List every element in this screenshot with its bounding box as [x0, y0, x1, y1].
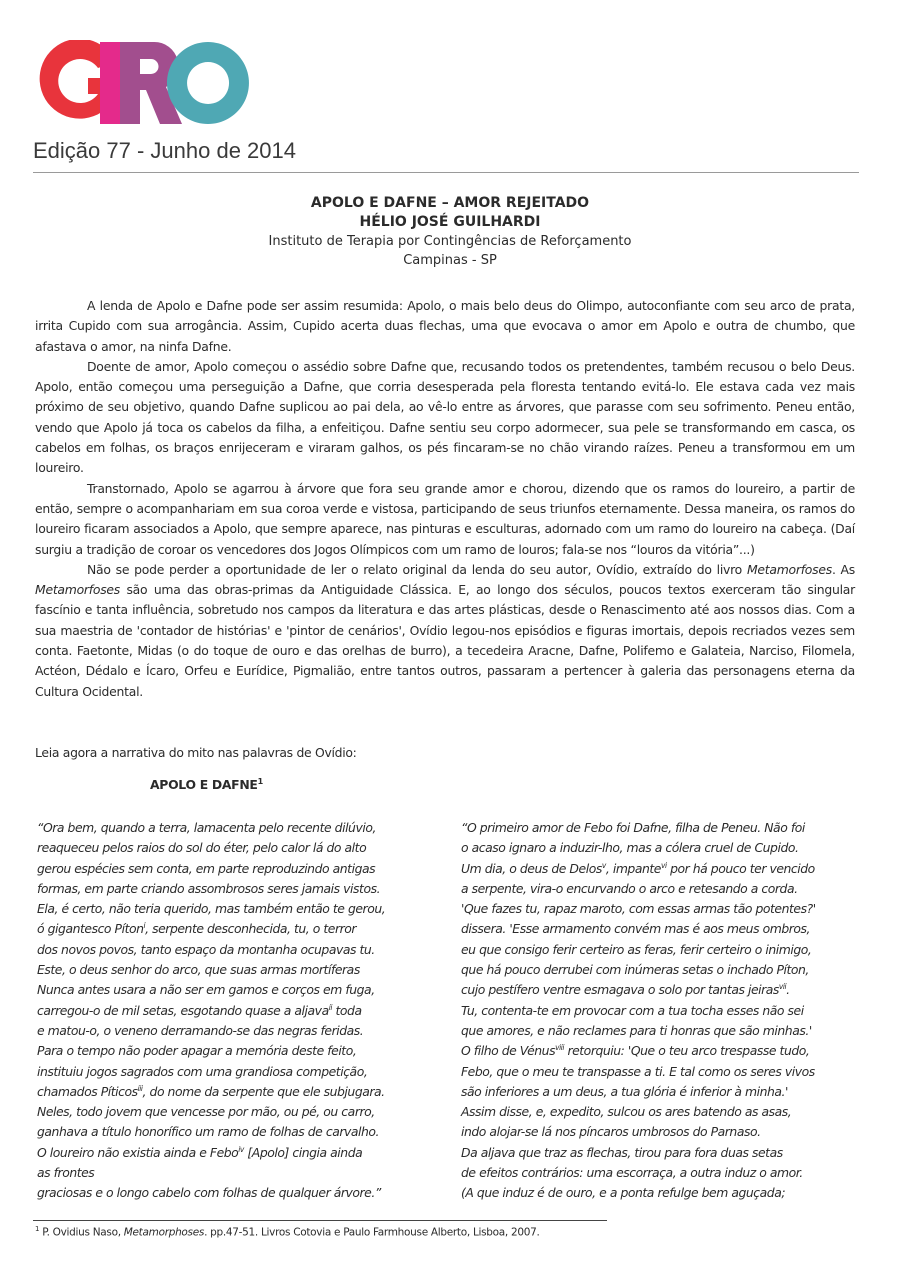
- giro-logo: [32, 40, 252, 126]
- poem-line: [37, 1021, 447, 1041]
- poem-line: [461, 1062, 876, 1082]
- text-run: são uma das obras-primas da Antiguidade Clássica. E, ao longo dos séculos, poucos textos exerceram tão singular fascínio e tanta influência, sobretudo nos campos da literatura e das artes plásticas, desde o Renascimento até aos nossos dias. Com a sua maestria de 'contador de histórias' e 'pintor de cenários', Ovídio legou-nos episódios e figuras imortais, depois recriados vezes sem conta. Faetonte, Midas (o do toque de ouro e das orelhas de burro), a tecedeira Aracne, Dafne, Polifemo e Galateia, Narciso, Filomela, Actéon, Dédalo e Ícaro, Orfeu e Eurídice, Pigmalião, entre tantos outros, passaram a pertencer à galeria das personagens eterna da Cultura Ocidental.: [35, 582, 855, 699]
- poem-text: O filho de Vénus: [461, 1043, 556, 1059]
- endnote-ref[interactable]: ii: [328, 1002, 332, 1012]
- poem-line: [461, 1102, 876, 1122]
- poem-text: Febo, que o meu te transpasse a ti. E tal como os seres vivos: [461, 1063, 815, 1079]
- poem-column-left: [37, 818, 447, 1204]
- poem-text: carregou-o de mil setas, esgotando quase a aljava: [37, 1002, 329, 1018]
- poem-line: [37, 899, 447, 919]
- poem-line: [37, 1102, 447, 1122]
- poem-text: , impante: [605, 860, 661, 876]
- poem-text: Tu, contenta-te em provocar com a tua tocha esses não sei: [461, 1002, 804, 1018]
- book-title: Metamorfoses: [35, 582, 120, 598]
- poem-line: [37, 940, 447, 960]
- poem-line: [461, 1001, 876, 1021]
- article-title: APOLO E DAFNE – AMOR REJEITADO: [310, 195, 590, 211]
- poem-text: (A que induz é de ouro, e a ponta refulge bem aguçada;: [461, 1185, 786, 1201]
- poem-text: eu que consigo ferir certeiro as feras, ferir certeiro o inimigo,: [461, 941, 812, 957]
- poem-text: a serpente, vira-o encurvando o arco e retesando a corda.: [461, 880, 798, 896]
- poem-text: instituiu jogos sagrados com uma grandiosa competição,: [37, 1063, 368, 1079]
- poem-line: [461, 1143, 876, 1163]
- poem-text: por há pouco ter vencido: [666, 860, 815, 876]
- poem-text: Assim disse, e, expedito, sulcou os ares batendo as asas,: [461, 1104, 792, 1120]
- footnote-divider: [33, 1220, 607, 1221]
- poem-line: [37, 818, 447, 838]
- article-institution: Instituto de Terapia por Contingências de Reforçamento: [268, 234, 632, 249]
- poem-text: Ela, é certo, não teria querido, mas também então te gerou,: [37, 901, 386, 917]
- poem-text: “Ora bem, quando a terra, lamacenta pelo recente dilúvio,: [37, 820, 376, 835]
- poem-line: [461, 899, 876, 919]
- poem-line: [461, 1163, 876, 1183]
- poem-line: [461, 879, 876, 899]
- endnote-ref[interactable]: vii: [778, 982, 787, 992]
- endnote-ref[interactable]: iv: [238, 1144, 244, 1154]
- poem-text: que amores, e não reclames para ti honras que são minhas.': [461, 1022, 812, 1038]
- poem-text: formas, em parte criando assombrosos seres jamais vistos.: [37, 880, 381, 896]
- poem-line: [37, 879, 447, 899]
- poem-line: [37, 1041, 447, 1061]
- poem-text: , do nome da serpente que ele subjugara.: [142, 1083, 385, 1099]
- poem-line: [37, 1001, 447, 1021]
- poem-text: .: [786, 982, 790, 998]
- poem-text: de efeitos contrários: uma escorraça, a outra induz o amor.: [461, 1165, 803, 1181]
- poem-text: gerou espécies sem conta, em parte reproduzindo antigas: [37, 860, 376, 876]
- poem-text: toda: [332, 1002, 362, 1018]
- endnote-ref[interactable]: viii: [555, 1043, 564, 1053]
- article-location: Campinas - SP: [403, 253, 497, 268]
- poem-line: [37, 960, 447, 980]
- poem-line: [37, 1163, 447, 1183]
- header-divider: [33, 172, 859, 173]
- article-body: [35, 296, 855, 702]
- poem-line: [461, 1082, 876, 1102]
- poem-line: [461, 859, 876, 879]
- paragraph: [35, 560, 855, 702]
- poem-text: “O primeiro amor de Febo foi Dafne, filha de Peneu. Não foi: [461, 820, 805, 835]
- poem-text: dissera. 'Esse armamento convém mas é aos meus ombros,: [461, 921, 811, 937]
- poem-line: [37, 919, 447, 939]
- poem-line: [461, 1183, 876, 1203]
- paragraph: Doente de amor, Apolo começou o assédio sobre Dafne que, recusando todos os pretendentes, também recusou o belo Deus. Apolo, então começou uma perseguição a Dafne, que corria desesperada pela floresta tentando evitá-lo. Ele estava cada vez mais próximo de seu objetivo, quando Dafne suplicou ao pai dela, ao vê-lo entre as árvores, que parasse com seu sofrimento. Peneu então, vendo que Apolo já toca os cabelos da filha, a enfeitiçou. Dafne sentiu seu corpo adormecer, sua pele se transformando em casca, os cabelos em folhas, os braços enrijeceram e viraram galhos, os pés fincaram-se no chão virando raízes. Peneu a transformou em um loureiro.: [35, 358, 855, 476]
- poem-text: , serpente desconhecida, tu, o terror: [145, 921, 357, 937]
- text-run: P. Ovidius Naso,: [39, 1226, 124, 1239]
- poem-line: [37, 859, 447, 879]
- poem-text: retorquiu: 'Que o teu arco trespasse tudo,: [563, 1043, 810, 1059]
- poem-line: [461, 1021, 876, 1041]
- poem-text: 'Que fazes tu, rapaz maroto, com essas armas tão potentes?': [461, 901, 816, 917]
- paragraph: A lenda de Apolo e Dafne pode ser assim resumida: Apolo, o mais belo deus do Olimpo, autoconfiante com seu arco de prata, irrita Cupido com sua arrogância. Assim, Cupido acerta duas flechas, uma que evocava o amor em Apolo e outra de chumbo, que afastava o amor, na ninfa Dafne.: [35, 298, 855, 354]
- poem-text: as frontes: [37, 1165, 95, 1181]
- poem-text: Da aljava que traz as flechas, tirou para fora duas setas: [461, 1144, 783, 1160]
- poem-text: [Apolo] cingia ainda: [243, 1144, 363, 1160]
- poem-line: [461, 919, 876, 939]
- poem-line: [461, 940, 876, 960]
- poem-text: indo alojar-se lá nos píncaros umbrosos do Parnaso.: [461, 1124, 761, 1140]
- poem-text: Este, o deus senhor do arco, que suas armas mortíferas: [37, 962, 360, 978]
- poem-line: [461, 838, 876, 858]
- poem-text: chamados Píticos: [37, 1083, 138, 1099]
- footnote: [35, 1225, 540, 1239]
- poem-text: Para o tempo não poder apagar a memória deste feito,: [37, 1043, 357, 1059]
- logo-letter-o: [167, 42, 249, 124]
- paragraph: Transtornado, Apolo se agarrou à árvore que fora seu grande amor e chorou, dizendo que os ramos do loureiro, a partir de então, sempre o acompanhariam em sua coroa verde e vistosa, participando de seus triunfos eternamente. Dessa maneira, os ramos do loureiro ficaram associados a Apolo, que sempre aparece, nas pinturas e esculturas, adornado com um ramo do loureiro na cabeça. (Daí surgiu a tradição de coroar os vencedores dos Jogos Olímpicos com um ramo de louros; fala-se nos “louros da vitória”...): [35, 480, 855, 557]
- text-run: . pp.47-51. Livros Cotovia e Paulo Farmhouse Alberto, Lisboa, 2007.: [204, 1226, 540, 1239]
- poem-text: Nunca antes usara a não ser em gamos e corços em fuga,: [37, 982, 375, 998]
- poem-line: [37, 980, 447, 1000]
- endnote-ref[interactable]: iii: [137, 1083, 143, 1093]
- logo-letter-i: [100, 42, 120, 124]
- edition-label: Edição 77 - Junho de 2014: [33, 138, 296, 163]
- poem-text: são inferiores a um deus, a tua glória é inferior à minha.': [461, 1083, 789, 1099]
- poem-text: cujo pestífero ventre esmagava o solo por tantas jeiras: [461, 982, 779, 998]
- poem-line: [37, 838, 447, 858]
- poem-text: graciosas e o longo cabelo com folhas de qualquer árvore.”: [37, 1185, 381, 1201]
- article-author: HÉLIO JOSÉ GUILHARDI: [359, 214, 541, 230]
- article-header: [0, 194, 900, 270]
- section-title: [150, 777, 263, 792]
- poem-text: ganhava a título honorífico um ramo de folhas de carvalho.: [37, 1124, 380, 1140]
- poem-text: O loureiro não existia ainda e Febo: [37, 1144, 239, 1160]
- poem-text: Um dia, o deus de Delos: [461, 860, 602, 876]
- text-run: . As: [831, 561, 855, 577]
- poem-text: dos novos povos, tanto espaço da montanha ocupavas tu.: [37, 941, 375, 957]
- poem-column-right: [461, 818, 876, 1204]
- section-title-text: APOLO E DAFNE: [150, 777, 258, 793]
- poem-line: [461, 980, 876, 1000]
- poem-line: [37, 1183, 447, 1203]
- lead-in: Leia agora a narrativa do mito nas palavras de Ovídio:: [35, 745, 357, 760]
- endnote-ref[interactable]: vi: [660, 860, 667, 870]
- poem-line: [461, 818, 876, 838]
- text-run: Não se pode perder a oportunidade de ler o relato original da lenda do seu autor, Ovídio, extraído do livro: [87, 561, 747, 577]
- endnote-ref[interactable]: i: [143, 921, 146, 931]
- poem-line: [37, 1082, 447, 1102]
- poem-text: o acaso ignaro a induzir-lho, mas a cólera cruel de Cupido.: [461, 840, 799, 856]
- poem-text: ó gigantesco Píton: [37, 921, 144, 937]
- poem-line: [37, 1122, 447, 1142]
- poem-text: e matou-o, o veneno derramando-se das negras feridas.: [37, 1022, 364, 1038]
- book-title: Metamorphoses: [123, 1226, 205, 1239]
- poem-line: [461, 1041, 876, 1061]
- poem-text: que há pouco derrubei com inúmeras setas o inchado Píton,: [461, 962, 809, 978]
- endnote-ref[interactable]: v: [601, 860, 606, 870]
- poem-text: Neles, todo jovem que vencesse por mão, ou pé, ou carro,: [37, 1104, 375, 1120]
- footnote-ref[interactable]: 1: [257, 777, 263, 786]
- poem-line: [461, 960, 876, 980]
- book-title: Metamorfoses: [746, 561, 832, 577]
- poem-line: [37, 1062, 447, 1082]
- poem-line: [37, 1143, 447, 1163]
- footnote-number: 1: [35, 1225, 40, 1233]
- poem-text: reaqueceu pelos raios do sol do éter, pelo calor lá do alto: [37, 840, 367, 856]
- poem-line: [461, 1122, 876, 1142]
